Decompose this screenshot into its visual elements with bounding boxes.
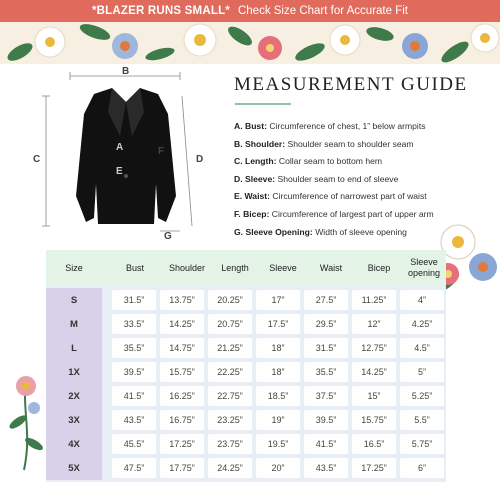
sleeve-cell: 18.5” xyxy=(256,386,300,406)
sleeve-opening-cell: 4” xyxy=(400,290,444,310)
bust-cell: 41.5” xyxy=(112,386,156,406)
flower-branch-icon xyxy=(4,372,48,472)
length-cell: 24.25” xyxy=(208,458,252,478)
bicep-cell: 11.25” xyxy=(352,290,396,310)
waist-cell: 27.5” xyxy=(304,290,348,310)
shoulder-cell: 13.75” xyxy=(160,290,204,310)
size-cell: M xyxy=(46,312,102,336)
length-cell: 23.25” xyxy=(208,410,252,430)
bust-cell: 43.5” xyxy=(112,410,156,430)
length-cell: 20.75” xyxy=(208,314,252,334)
banner-warning: *BLAZER RUNS SMALL* xyxy=(92,5,230,17)
table-row xyxy=(46,336,446,360)
header-length: Length xyxy=(221,262,249,273)
header-bust: Bust xyxy=(125,262,144,273)
size-cell: 3X xyxy=(46,408,102,432)
size-cell: 5X xyxy=(46,456,102,480)
guide-item: A. Bust: Circumference of chest, 1” below armpits xyxy=(234,121,426,131)
bust-cell: 39.5” xyxy=(112,362,156,382)
blazer-icon xyxy=(30,66,220,246)
guide-item: C. Length: Collar seam to bottom hem xyxy=(234,156,383,167)
shoulder-cell: 17.75” xyxy=(160,458,204,478)
table-row xyxy=(46,360,446,384)
guide-item: E. Waist: Circumference of narrowest part of waist xyxy=(234,191,427,202)
length-cell: 22.75” xyxy=(208,386,252,406)
shoulder-cell: 16.75” xyxy=(160,410,204,430)
sleeve-opening-cell: 6” xyxy=(400,458,444,478)
table-row xyxy=(46,408,446,432)
size-cell: 4X xyxy=(46,432,102,456)
length-cell: 22.25” xyxy=(208,362,252,382)
waist-cell: 35.5” xyxy=(304,362,348,382)
bicep-cell: 12.75” xyxy=(352,338,396,358)
header-shoulder: Shoulder xyxy=(168,262,206,273)
label-a: A xyxy=(116,142,124,153)
shoulder-cell: 14.75” xyxy=(160,338,204,358)
waist-cell: 37.5” xyxy=(304,386,348,406)
sleeve-opening-cell: 5.5” xyxy=(400,410,444,430)
waist-cell: 39.5” xyxy=(304,410,348,430)
waist-cell: 29.5” xyxy=(304,314,348,334)
sleeve-cell: 20” xyxy=(256,458,300,478)
size-chart-table xyxy=(46,250,446,482)
header-sleeve: Sleeve xyxy=(269,262,297,273)
sleeve-opening-cell: 5.25” xyxy=(400,386,444,406)
table-header xyxy=(46,250,446,286)
length-cell: 23.75” xyxy=(208,434,252,454)
table-row xyxy=(46,384,446,408)
sleeve-cell: 18” xyxy=(256,362,300,382)
guide-divider xyxy=(235,103,291,105)
bust-cell: 35.5” xyxy=(112,338,156,358)
length-cell: 21.25” xyxy=(208,338,252,358)
label-e: E xyxy=(116,166,123,177)
shoulder-cell: 15.75” xyxy=(160,362,204,382)
header-sleeve-opening: Sleeve opening xyxy=(407,257,441,278)
bicep-cell: 12” xyxy=(352,314,396,334)
table-row xyxy=(46,432,446,456)
shoulder-cell: 14.25” xyxy=(160,314,204,334)
sleeve-cell: 18” xyxy=(256,338,300,358)
size-cell: S xyxy=(46,288,102,312)
sleeve-cell: 19.5” xyxy=(256,434,300,454)
sleeve-opening-cell: 4.25” xyxy=(400,314,444,334)
shoulder-cell: 17.25” xyxy=(160,434,204,454)
floral-pattern-icon xyxy=(0,22,500,64)
size-cell: L xyxy=(46,336,102,360)
table-row xyxy=(46,312,446,336)
guide-title: MEASUREMENT GUIDE xyxy=(234,74,468,95)
header-bicep: Bicep xyxy=(367,262,391,273)
header-waist: Waist xyxy=(319,262,343,273)
label-b: B xyxy=(122,66,130,77)
sleeve-opening-cell: 4.5” xyxy=(400,338,444,358)
label-c: C xyxy=(33,154,41,165)
guide-item: G. Sleeve Opening: Width of sleeve opening xyxy=(234,226,407,237)
size-cell: 1X xyxy=(46,360,102,384)
bicep-cell: 16.5” xyxy=(352,434,396,454)
guide-item: B. Shoulder: Shoulder seam to shoulder seam xyxy=(234,138,414,149)
floral-border xyxy=(0,22,500,64)
bicep-cell: 17.25” xyxy=(352,458,396,478)
length-cell: 20.25” xyxy=(208,290,252,310)
sleeve-cell: 17” xyxy=(256,290,300,310)
blazer-diagram xyxy=(30,66,220,246)
sleeve-opening-cell: 5” xyxy=(400,362,444,382)
header-size: Size xyxy=(65,262,83,273)
banner-note: Check Size Chart for Accurate Fit xyxy=(237,5,408,17)
waist-cell: 41.5” xyxy=(304,434,348,454)
bicep-cell: 14.25” xyxy=(352,362,396,382)
bicep-cell: 15.75” xyxy=(352,410,396,430)
sleeve-cell: 19” xyxy=(256,410,300,430)
bicep-cell: 15” xyxy=(352,386,396,406)
label-f: F xyxy=(158,146,165,157)
bust-cell: 47.5” xyxy=(112,458,156,478)
size-cell: 2X xyxy=(46,384,102,408)
label-d: D xyxy=(196,154,204,165)
bust-cell: 45.5” xyxy=(112,434,156,454)
top-banner xyxy=(0,0,500,22)
waist-cell: 43.5” xyxy=(304,458,348,478)
sleeve-cell: 17.5” xyxy=(256,314,300,334)
guide-item: F. Bicep: Circumference of largest part of upper arm xyxy=(234,208,434,219)
table-row xyxy=(46,288,446,312)
shoulder-cell: 16.25” xyxy=(160,386,204,406)
table-row xyxy=(46,456,446,480)
guide-item: D. Sleeve: Shoulder seam to end of sleeve xyxy=(234,173,399,184)
bust-cell: 31.5” xyxy=(112,290,156,310)
sleeve-opening-cell: 5.75” xyxy=(400,434,444,454)
waist-cell: 31.5” xyxy=(304,338,348,358)
bust-cell: 33.5” xyxy=(112,314,156,334)
label-g: G xyxy=(164,231,172,242)
